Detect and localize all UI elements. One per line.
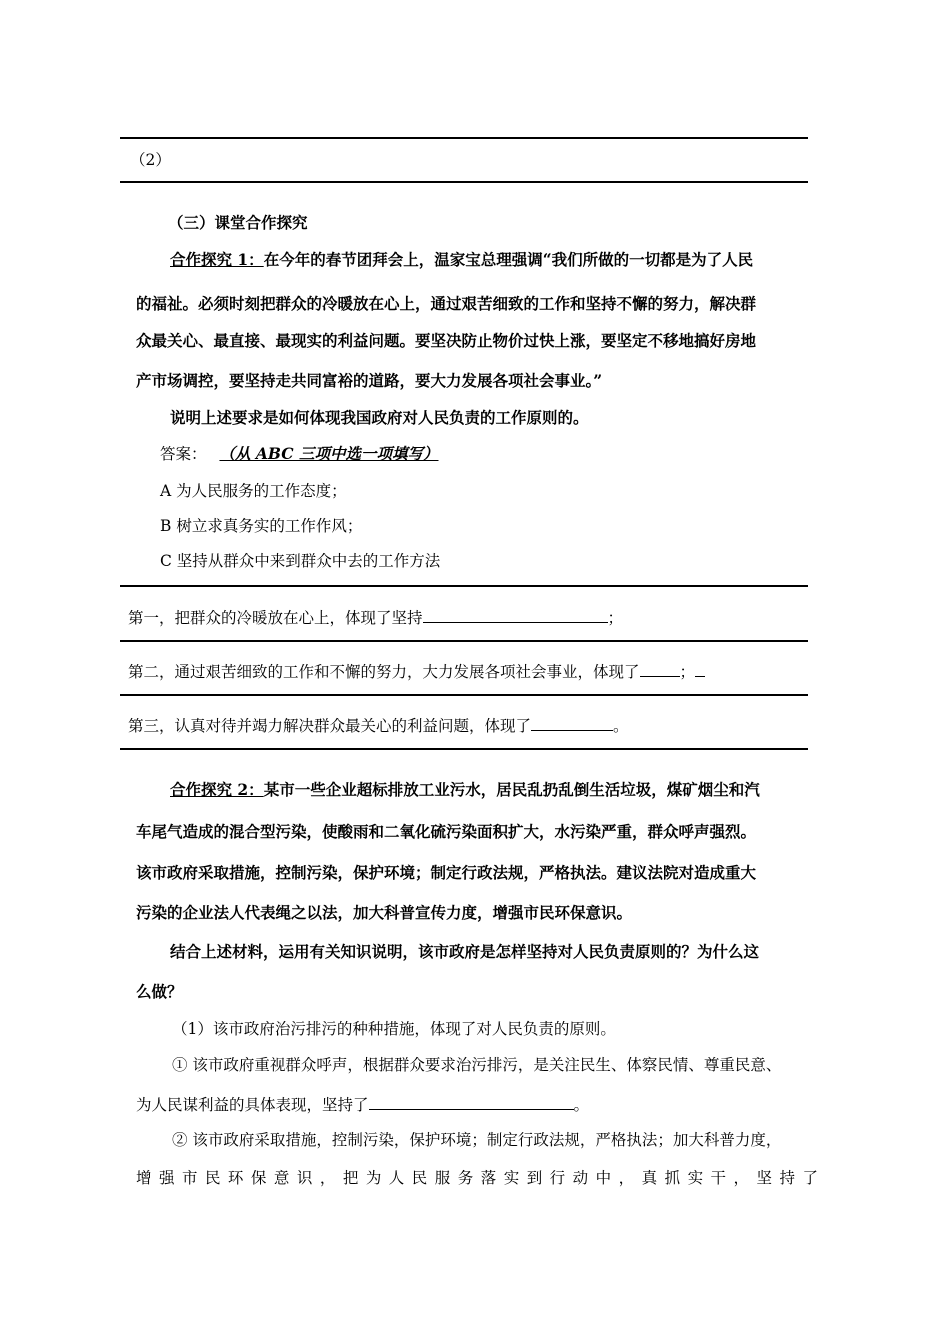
coop2-line2: 车尾气造成的混合型污染，使酸雨和二氧化硫污染面积扩大，水污染严重，群众呼声强烈。 bbox=[136, 822, 757, 841]
third-end: 。 bbox=[613, 717, 629, 735]
rule-5 bbox=[120, 694, 808, 696]
section3-title: （三）课堂合作探究 bbox=[168, 213, 308, 232]
coop2-sub1: （1）该市政府治污排污的种种措施，体现了对人民负责的原则。 bbox=[172, 1020, 616, 1038]
option-c: C 坚持从群众中来到群众中去的工作方法 bbox=[160, 552, 441, 570]
rule-6 bbox=[120, 748, 808, 750]
option-b: B 树立求真务实的工作作风； bbox=[160, 517, 363, 535]
rule-4 bbox=[120, 640, 808, 642]
third-line bbox=[128, 714, 629, 736]
part2-label: （2） bbox=[130, 151, 171, 169]
top-rule-2 bbox=[120, 181, 808, 183]
coop2-line1 bbox=[170, 780, 760, 800]
coop1-line1 bbox=[170, 250, 753, 270]
answer-label: 答案： bbox=[160, 445, 207, 463]
second-blank[interactable] bbox=[640, 660, 680, 677]
first-text: 第一，把群众的冷暖放在心上，体现了坚持 bbox=[128, 609, 423, 627]
coop2-question-1: 结合上述材料，运用有关知识说明，该市政府是怎样坚持对人民负责原则的？为什么这 bbox=[170, 942, 760, 961]
coop1-question: 说明上述要求是如何体现我国政府对人民负责的工作原则的。 bbox=[170, 408, 589, 427]
item1-line1: ① 该市政府重视群众呼声，根据群众要求治污排污，是关注民生、体察民情、尊重民意、 bbox=[172, 1056, 782, 1074]
coop1-label: 合作探究 1： bbox=[170, 250, 264, 269]
item2-line2: 增强市民环保意识，把为人民服务落实到行动中，真抓实干，坚持了 bbox=[136, 1169, 818, 1187]
third-text: 第三，认真对待并竭力解决群众最关心的利益问题，体现了 bbox=[128, 717, 532, 735]
first-line bbox=[128, 606, 623, 628]
coop2-question-2: 么做？ bbox=[136, 982, 183, 1001]
coop1-line4: 产市场调控，要坚持走共同富裕的道路，要大力发展各项社会事业。” bbox=[136, 371, 603, 390]
item1-line2 bbox=[136, 1093, 589, 1115]
first-end: ； bbox=[607, 609, 624, 627]
item2-line1: ② 该市政府采取措施，控制污染，保护环境；制定行政法规，严格执法；加大科普力度， bbox=[172, 1131, 782, 1149]
answer-hint: （从 ABC 三项中选一项填写） bbox=[219, 444, 439, 463]
coop1-line3: 众最关心、最直接、最现实的利益问题。要坚决防止物价过快上涨，要坚定不移地搞好房地 bbox=[136, 331, 757, 350]
coop2-label: 合作探究 2： bbox=[170, 780, 264, 799]
second-line bbox=[128, 660, 705, 682]
third-blank[interactable] bbox=[531, 714, 613, 731]
coop1-line1-text: 在今年的春节团拜会上，温家宝总理强调“我们所做的一切都是为了人民 bbox=[263, 250, 754, 269]
item1-blank[interactable] bbox=[369, 1093, 574, 1110]
second-blank-tail bbox=[695, 660, 705, 677]
option-a: A 为人民服务的工作态度； bbox=[160, 482, 347, 500]
second-end: ； bbox=[679, 663, 696, 681]
coop1-line2: 的福祉。必须时刻把群众的冷暖放在心上，通过艰苦细致的工作和坚持不懈的努力，解决群 bbox=[136, 294, 757, 313]
item1-text: 为人民谋利益的具体表现，坚持了 bbox=[136, 1096, 369, 1114]
second-text: 第二，通过艰苦细致的工作和不懈的努力，大力发展各项社会事业，体现了 bbox=[128, 663, 640, 681]
item1-end: 。 bbox=[573, 1096, 590, 1114]
coop2-line3: 该市政府采取措施，控制污染，保护环境；制定行政法规，严格执法。建议法院对造成重大 bbox=[136, 863, 757, 882]
top-rule-1 bbox=[120, 137, 808, 139]
coop2-line1-text: 某市一些企业超标排放工业污水，居民乱扔乱倒生活垃圾，煤矿烟尘和汽 bbox=[263, 780, 760, 799]
coop2-line4: 污染的企业法人代表绳之以法，加大科普宣传力度，增强市民环保意识。 bbox=[136, 903, 633, 922]
rule-3 bbox=[120, 585, 808, 587]
first-blank[interactable] bbox=[423, 606, 608, 623]
answer-line bbox=[160, 444, 439, 464]
